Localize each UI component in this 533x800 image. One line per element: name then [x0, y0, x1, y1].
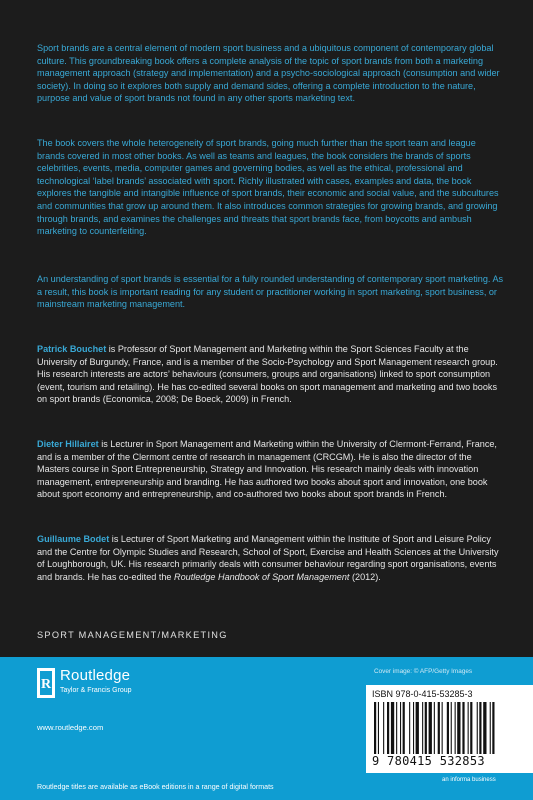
svg-text:R: R — [40, 677, 52, 692]
blurb-paragraph-2: The book covers the whole heterogeneity of sport brands, going much further than the sport team and league brands covered in most other books. As well as teams and leagues, the book considers the brands of sports celebrities, events, media, computer games and governing bodies, as well as the ethical, professional and technological ‘label brands’ associated with sport. Richly illustrated with cases, examples and data, the book explores the tangible and intangible influence of sport brands, their economic and social value, and the subcultures and communities that grow up around them. It also introduces common strategies for growing brands, and growing through brands, and examines the challenges and threats that sport brands face, from boycotts and ambush marketing to counterfeiting. — [37, 138, 499, 237]
author-bio-1 — [37, 343, 505, 406]
blurb-paragraph-3: An understanding of sport brands is essential for a fully rounded understanding of contemporary sport marketing. As a result, this book is important reading for any student or practitioner working in sport marketing, sport business, or mainstream marketing management. — [37, 274, 504, 310]
publisher-website: www.routledge.com — [37, 723, 104, 732]
cover-image-credit: Cover image: © AFP/Getty Images — [374, 668, 473, 675]
author-bio-text-3: is Lecturer of Sport Marketing and Management within the Institute of Sport and Leisure Policy and the Centre for Olympic Studies and Research, School of Sport, Exercise and Health Sciences at the University of Loughborough, UK. His research primarily deals with consumer behaviour regarding sport organisations, events and brands. He has co-edited the — [37, 534, 499, 582]
author-name-1: Patrick Bouchet — [37, 344, 107, 354]
barcode-number: 9 780415 532853 — [372, 754, 485, 768]
author-name-3: Guillaume Bodet — [37, 534, 110, 544]
isbn-label: ISBN 978-0-415-53285-3 — [372, 689, 473, 699]
informa-tagline: an informa business — [442, 777, 496, 783]
author-bio-3 — [37, 533, 505, 583]
author-bio-text-1: is Professor of Sport Management and Marketing within the Sport Sciences Faculty at the University of Burgundy, France, and is a member of the Socio-Psychology and Sport Management research group. His research interests are actors’ behaviours (consumers, groups and organisations) linked to sport consumption (event, tourism and retailing). He has co-edited several books on sport management and marketing and two books on sport brands (Economica, 2008; De Boeck, 2009) in French. — [37, 344, 498, 405]
publisher-band — [0, 657, 533, 800]
routledge-logo-icon — [37, 668, 55, 698]
barcode-icon — [372, 702, 530, 754]
publisher-group: Taylor & Francis Group — [60, 687, 132, 694]
author-bio-text-2: is Lecturer in Sport Management and Marketing within the University of Clermont-Ferrand, France, and is a member of the Clermont centre of research in management (CRCGM). He is also the director of the Masters course in Sport Entrepreneurship, Strategy and Innovation. His research mainly deals with innovation management, entrepreneurship and branding. He has authored two books about sport and innovation, one book about sport economy and entrepreneurship, and co-authored two books about sport brands in French. — [37, 439, 497, 500]
handbook-title: Routledge Handbook of Sport Management — [174, 571, 350, 582]
ebook-note: Routledge titles are available as eBook editions in a range of digital formats — [37, 783, 274, 791]
subject-category: SPORT MANAGEMENT/MARKETING — [37, 630, 228, 640]
author-name-2: Dieter Hillairet — [37, 439, 99, 449]
publisher-name: Routledge — [60, 667, 131, 684]
author-bio-end-3: (2012). — [349, 571, 381, 582]
barcode-panel — [366, 685, 533, 773]
author-bio-2 — [37, 438, 505, 501]
blurb-paragraph-1: Sport brands are a central element of modern sport business and a ubiquitous component of contemporary global culture. This groundbreaking book offers a complete analysis of the topic of sport brands from both a marketing management approach (strategy and implementation) and a psycho-sociological approach (consumption and wider society). In doing so it explores both supply and demand sides, offering a complete introduction to the nature, purpose and value of sport brands not found in any other sports marketing text. — [37, 43, 500, 104]
